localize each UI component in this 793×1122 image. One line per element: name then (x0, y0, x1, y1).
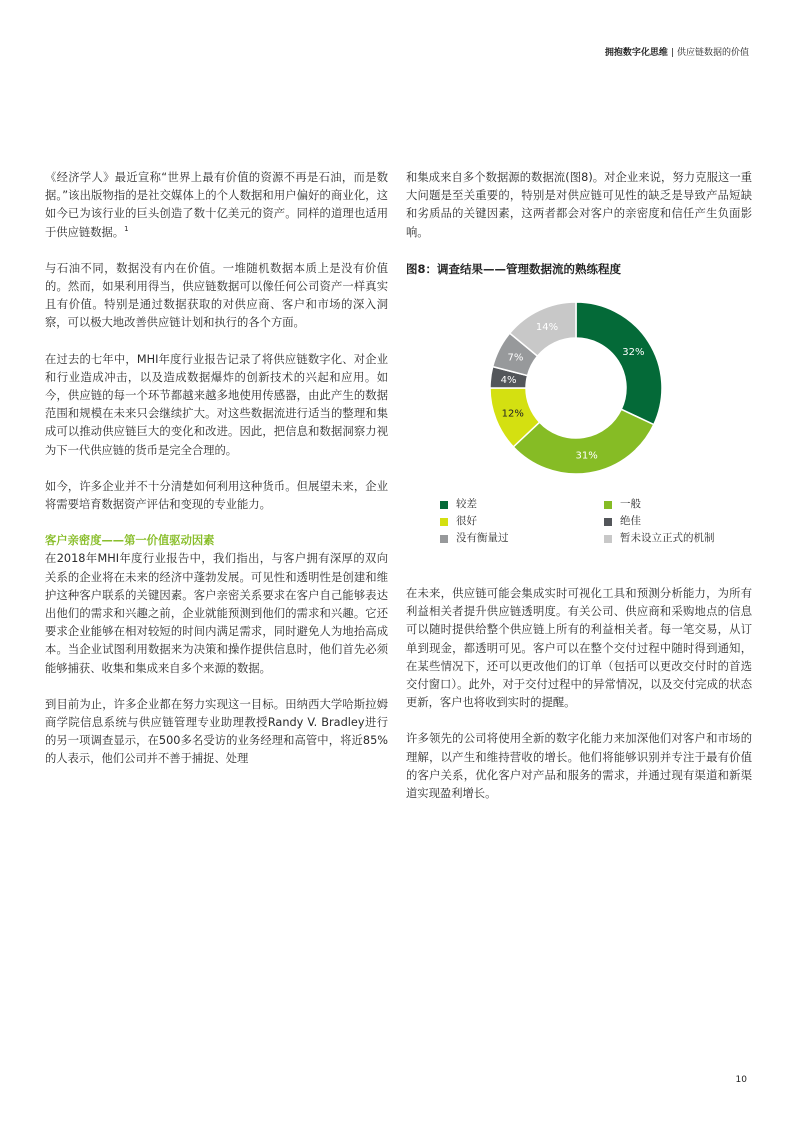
chart-legend (440, 498, 752, 545)
legend-item (604, 498, 784, 511)
legend-label: 暂未设立正式的机制 (620, 532, 715, 545)
donut-slice-label-6: 14% (535, 321, 559, 333)
paragraph: 和集成来自多个数据源的数据流(图8)。对企业来说，努力克服这一重大问题是至关重要的，特别是对供应链可见性的缺乏是导致产品短缺和劣质品的关键因素，这两者都会对客户的亲密度和信任产生负面影响。 (406, 171, 752, 239)
donut-slice-label-5: 7% (507, 352, 524, 364)
donut-chart (406, 288, 752, 488)
running-header (605, 45, 749, 58)
paragraph: 在过去的七年中，MHI年度行业报告记录了将供应链数字化、对企业和行业造成冲击，以及造成数据爆炸的创新技术的兴起和应用。如今，供应链的每一个环节都越来越多地使用传感器，由此产生的数据范围和规模在未来只会继续扩大。对这些数据流进行适当的整理和集成可以推动供应链巨大的变化和改进。因此，把信息和数据洞察力视为下一代供应链的货币是完全合理的。 (45, 352, 388, 457)
legend-item (604, 532, 784, 545)
paragraph (45, 169, 388, 242)
footnote-marker[interactable]: 1 (124, 224, 129, 233)
donut-slice-label-2: 31% (575, 450, 598, 462)
paragraph: 如今，许多企业并不十分清楚如何利用这种货币。但展望未来，企业将需要培育数据资产评估和变现的专业能力。 (45, 479, 388, 512)
legend-item (440, 498, 604, 511)
legend-swatch (440, 535, 448, 543)
donut-slice-label-3: 12% (501, 408, 524, 420)
legend-label: 较差 (456, 498, 477, 511)
paragraph: 与石油不同，数据没有内在价值。一堆随机数据本质上是没有价值的。然而，如果利用得当，供应链数据可以像任何公司资产一样真实且有价值。特别是通过数据获取的对供应商、客户和市场的深入洞察，可以极大地改善供应链计划和执行的各个方面。 (45, 261, 388, 330)
legend-swatch (440, 501, 448, 509)
donut-chart-svg (476, 288, 676, 488)
paragraph-text: 《经济学人》最近宣称“世界上最有价值的资源不再是石油，而是数据。”该出版物指的是社交媒体上的个人数据和用户偏好的商业化，这如今已为该行业的巨头创造了数十亿美元的资产。同样的道理也适用于供应链数据。 (45, 171, 388, 239)
donut-slice-1 (576, 302, 662, 425)
paragraph: 到目前为止，许多企业都在努力实现这一目标。田纳西大学哈斯拉姆商学院信息系统与供应链管理专业助理教授Randy V. Bradley进行的另一项调查显示，在500多名受访的业务经理和高管中，将近85%的人表示，他们公司并不善于捕捉、处理 (45, 697, 388, 766)
paragraph: 在2018年MHI年度行业报告中，我们指出，与客户拥有深厚的双向关系的企业将在未来的经济中蓬勃发展。可见性和透明性是创建和维护这种客户联系的关键因素。客户亲密关系要求在客户自己能够表达出他们的需求和兴趣之前，企业就能预测到他们的需求和兴趣。它还要求企业能够在相对较短的时间内满足需求，同时避免人为地抬高成本。当企业试图利用数据来为决策和操作提供信息时，他们首先必须能够捕获、收集和集成来自多个来源的数据。 (45, 552, 388, 675)
page-number: 10 (735, 1075, 747, 1085)
legend-item (604, 515, 784, 528)
legend-label: 很好 (456, 515, 477, 528)
section-heading: 客户亲密度——第一价值驱动因素 (45, 534, 215, 548)
donut-slice-label-1: 32% (622, 347, 645, 359)
figure-title: 图8：调查结果——管理数据流的熟练程度 (406, 261, 621, 276)
legend-item (440, 515, 604, 528)
paragraph: 在未来，供应链可能会集成实时可视化工具和预测分析能力，为所有利益相关者提升供应链透明度。有关公司、供应商和采购地点的信息可以随时提供给整个供应链上所有的利益相关者。每一笔交易，从订单到现金，都透明可见。客户可以在整个交付过程中随时得到通知，在某些情况下，还可以更改他们的订单（包括可以更改交付时的首选交付窗口）。此外，对于交付过程中的异常情况，以及交付完成的状态更新，客户也将收到实时的提醒。 (406, 587, 752, 710)
legend-label: 一般 (620, 498, 641, 511)
legend-label: 没有衡量过 (456, 532, 509, 545)
paragraph: 许多领先的公司将使用全新的数字化能力来加深他们对客户和市场的理解，以产生和维持营收的增长。他们将能够识别并专注于最有价值的客户关系，优化客户对产品和服务的需求，并通过现有渠道和新渠道实现盈利增长。 (406, 732, 752, 801)
header-title: 拥抱数字化思维 (604, 48, 668, 58)
right-column (406, 169, 752, 821)
header-separator: | (670, 48, 674, 58)
legend-swatch (604, 518, 612, 526)
donut-slice-label-4: 4% (500, 374, 517, 386)
left-column (45, 169, 388, 787)
legend-item (440, 532, 604, 545)
legend-swatch (440, 518, 448, 526)
legend-swatch (604, 501, 612, 509)
header-subtitle: 供应链数据的价值 (676, 48, 749, 58)
legend-swatch (604, 535, 612, 543)
legend-label: 绝佳 (620, 515, 641, 528)
